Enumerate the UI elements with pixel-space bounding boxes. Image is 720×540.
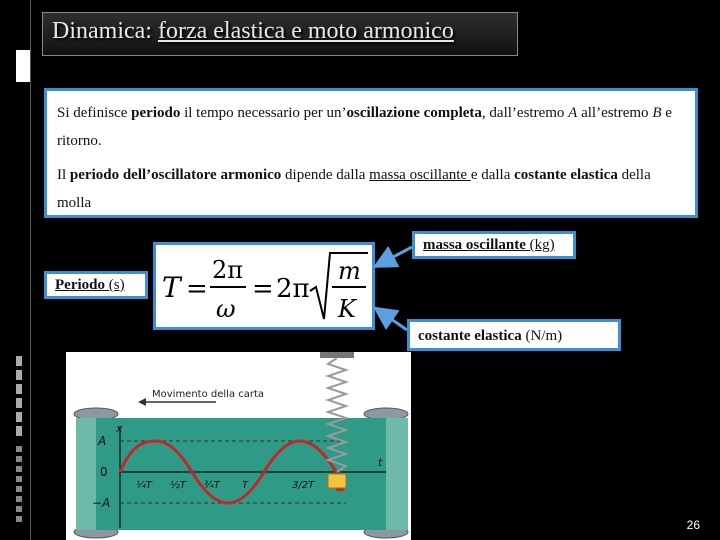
period-label — [44, 271, 148, 299]
k-label-unit: (N/m) — [521, 328, 563, 344]
definition-paragraph-1 — [57, 99, 685, 155]
term-oscillazione: oscillazione completa — [346, 105, 482, 121]
title-main: forza elastica e moto armonico — [157, 18, 454, 44]
formula-equals: = — [186, 274, 208, 304]
slide-title — [52, 18, 454, 45]
period-label-unit: (s) — [105, 277, 125, 293]
level-zero-label: 0 — [100, 465, 108, 479]
oscillating-mass — [328, 474, 346, 488]
oscillator-figure — [66, 352, 411, 540]
text: e ritorno. — [57, 105, 672, 149]
text: il tempo necessario per un’ — [180, 105, 347, 121]
tick-label: ¼T — [136, 480, 152, 491]
axis-x-label: x — [116, 422, 123, 435]
axis-t-label: t — [378, 456, 383, 469]
side-decoration — [16, 50, 30, 82]
point-b: B — [652, 105, 662, 121]
text: dipende dalla — [281, 167, 370, 183]
tick-label: 3/2T — [292, 480, 315, 491]
k-label — [407, 319, 621, 351]
text: Il — [57, 167, 70, 183]
arrow-head — [138, 398, 146, 406]
term-periodo: periodo — [131, 105, 181, 121]
moving-paper — [76, 418, 408, 530]
formula-numerator: 2π — [212, 256, 244, 284]
formula-box — [153, 242, 375, 330]
level-top-label: A — [98, 434, 107, 448]
mass-label-unit: (kg) — [525, 237, 555, 253]
paper-roll-right — [386, 418, 408, 530]
definition-paragraph-2 — [57, 161, 685, 217]
text: all’estremo — [577, 105, 653, 121]
spring-support — [320, 352, 354, 358]
text: , dall’estremo — [481, 105, 569, 121]
k-label-text: costante elastica — [418, 328, 522, 344]
title-prefix: Dinamica: — [52, 18, 158, 44]
text: Si definisce — [57, 105, 132, 121]
paper-label: Movimento della carta — [152, 389, 265, 400]
text: della molla — [57, 167, 651, 211]
tick-label: ½T — [170, 480, 186, 491]
level-bottom-label: −A — [92, 496, 111, 510]
formula-equals: = — [252, 274, 274, 304]
text: e dalla — [470, 167, 515, 183]
side-decoration — [16, 356, 22, 438]
formula-k: K — [338, 295, 356, 323]
formula-mass: m — [338, 257, 361, 285]
oscillator-drawing — [66, 352, 411, 540]
page-number: 26 — [686, 518, 700, 532]
term-periodo-oscillatore: periodo dell’oscillatore armonico — [69, 167, 282, 183]
point-a: A — [568, 105, 578, 121]
mass-label-text: massa oscillante — [423, 237, 526, 253]
paper-roll-left — [76, 418, 96, 530]
formula-denominator: ω — [216, 295, 236, 323]
side-decoration — [16, 446, 22, 526]
term-costante: costante elastica — [514, 167, 618, 183]
tick-label: ¾T — [204, 480, 220, 491]
period-label-text: Periodo — [55, 277, 105, 293]
formula-coefficient: 2π — [276, 274, 310, 304]
definition-box — [44, 88, 698, 218]
period-formula — [156, 245, 372, 327]
term-massa: massa oscillante — [369, 167, 471, 183]
mass-label — [412, 231, 576, 259]
formula-T: T — [162, 271, 181, 304]
tick-label: T — [242, 480, 249, 491]
